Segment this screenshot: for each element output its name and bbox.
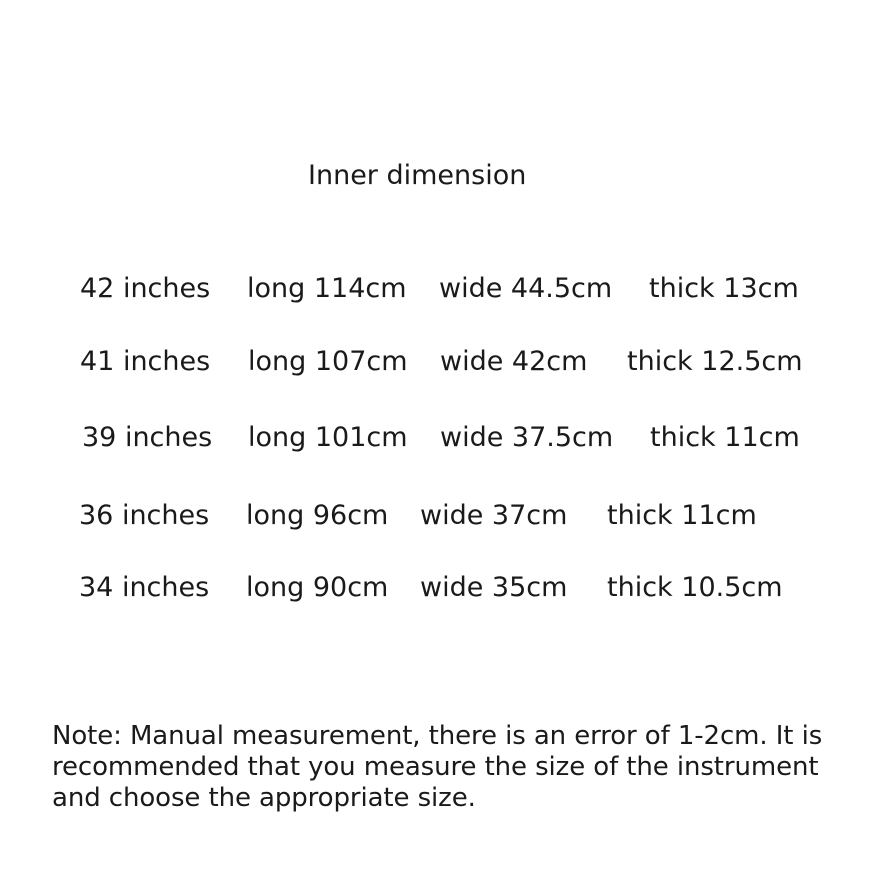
width-value: wide 37.5cm: [440, 422, 614, 453]
page-title: Inner dimension: [308, 160, 527, 191]
thickness-value: thick 12.5cm: [627, 346, 803, 377]
width-value: wide 35cm: [420, 572, 568, 603]
size-label: 39 inches: [82, 422, 213, 453]
measurement-note: Note: Manual measurement, there is an error of 1-2cm. It is recommended that you measure the size of the instrument and choose the appropriate size.: [52, 721, 823, 813]
length-value: long 90cm: [246, 572, 389, 603]
thickness-value: thick 10.5cm: [607, 572, 783, 603]
size-label: 36 inches: [79, 500, 210, 531]
width-value: wide 37cm: [420, 500, 568, 531]
width-value: wide 42cm: [440, 346, 588, 377]
length-value: long 107cm: [248, 346, 408, 377]
length-value: long 101cm: [248, 422, 408, 453]
thickness-value: thick 13cm: [649, 273, 799, 304]
size-label: 42 inches: [80, 273, 211, 304]
length-value: long 96cm: [246, 500, 389, 531]
thickness-value: thick 11cm: [650, 422, 800, 453]
size-label: 41 inches: [80, 346, 211, 377]
size-label: 34 inches: [79, 572, 210, 603]
thickness-value: thick 11cm: [607, 500, 757, 531]
width-value: wide 44.5cm: [439, 273, 613, 304]
length-value: long 114cm: [247, 273, 407, 304]
